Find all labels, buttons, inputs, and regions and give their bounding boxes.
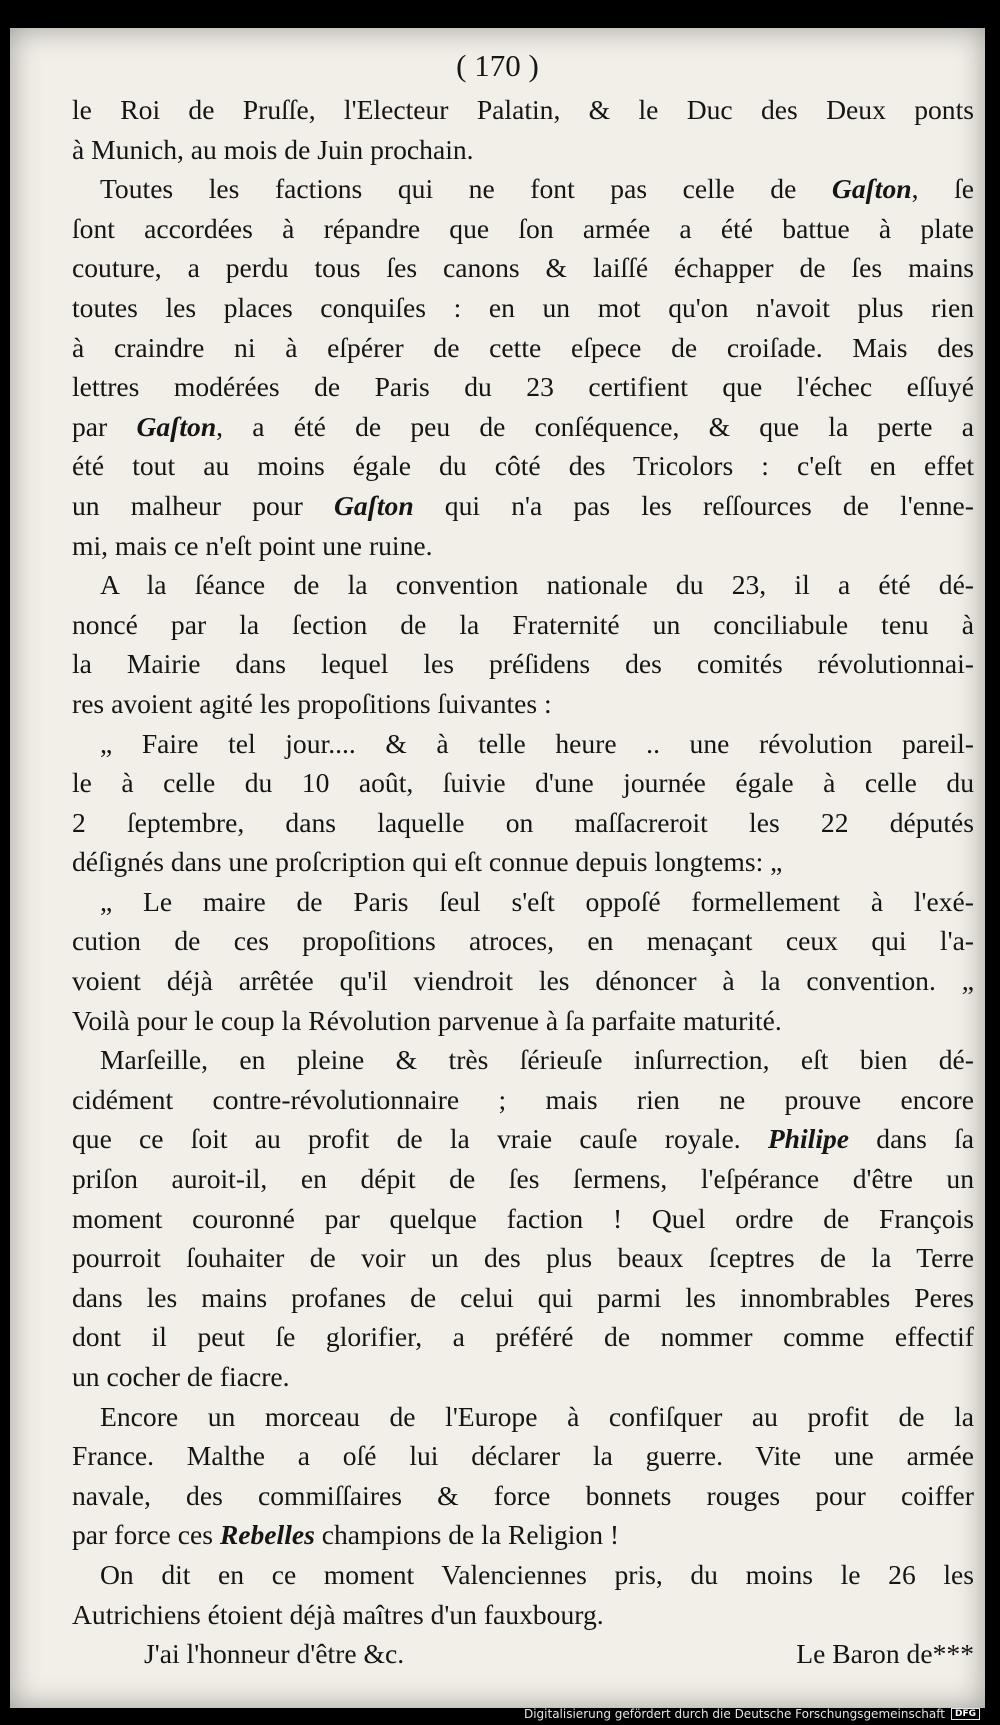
dfg-logo: DFG [951,1708,980,1720]
text-line: moment couronné par quelque faction ! Quel ordre de François [72,1202,974,1234]
text-line: cution de ces propoſitions atroces, en menaçant ceux qui l'a- [72,925,974,957]
page-number: ( 170 ) [456,48,539,83]
text-line: Encore un morceau de l'Europe à confiſquer au profit de la [100,1400,974,1432]
paragraph [72,90,974,169]
text-line: que ce ſoit au profit de la vraie cauſe royale. Philipe dans ſa [72,1123,974,1155]
text-line: dans les mains profanes de celui qui parmi les innombrables Peres [72,1281,974,1313]
text-line: voient déjà arrêtée qu'il viendroit les dénoncer à la convention. „ [72,965,974,997]
text-line: la Mairie dans lequel les préſidens des comités révolutionnai- [72,648,974,680]
text-line: Autrichiens étoient déjà maîtres d'un fauxbourg. [72,1598,604,1630]
text-line: couture, a perdu tous ſes canons & laiſſé échapper de ſes mains [72,252,974,284]
text-line: A la ſéance de la convention nationale du 23, il a été dé- [100,569,974,601]
paragraph [72,882,974,1040]
text-line: dont il peut ſe glorifier, a préféré de nommer comme effectif [72,1321,974,1353]
text-line: noncé par la ſection de la Fraternité un conciliabule tenu à [72,608,974,640]
text-line: par force ces Rebelles champions de la Religion ! [72,1519,620,1551]
text-line: par Gaſton, a été de peu de conſéquence, & que la perte a [72,410,974,442]
text-line: On dit en ce moment Valenciennes pris, du moins le 26 les [100,1558,974,1590]
text-line: déſignés dans une proſcription qui eſt connue depuis longtems: „ [72,846,783,878]
text-line: res avoient agité les propoſitions ſuivantes : [72,687,552,719]
credit-text: Digitalisierung gefördert durch die Deutsche Forschungsgemeinschaft [523,1707,945,1721]
paper-sheet [10,28,985,1708]
text-line: Voilà pour le coup la Révolution parvenue à ſa parfaite maturité. [72,1004,782,1036]
text-line: 2 ſeptembre, dans laquelle on maſſacreroit les 22 députés [72,806,974,838]
paragraph [72,565,974,723]
text-line: à craindre ni à eſpérer de cette eſpece de croiſade. Mais des [72,331,974,363]
text-line: navale, des commiſſaires & force bonnets rouges pour coiffer [72,1479,974,1511]
text-line: été tout au moins égale du côté des Tricolors : c'eſt en effet [72,450,974,482]
text-line: Marſeille, en pleine & très ſérieuſe inſurrection, eſt bien dé- [100,1044,974,1076]
signatory-name: Le Baron de*** [796,1638,974,1670]
text-line: le à celle du 10 août, ſuivie d'une journée égale à celle du [72,767,974,799]
text-line: à Munich, au mois de Juin prochain. [72,133,474,165]
paragraph [72,1397,974,1555]
text-line: mi, mais ce n'eſt point une ruine. [72,529,433,561]
signature-line [72,1634,974,1674]
text-line: toutes les places conquiſes : en un mot qu'on n'avoit plus rien [72,291,974,323]
paragraph [72,1555,974,1634]
closing-formula: J'ai l'honneur d'être &c. [144,1638,405,1670]
text-line: pourroit ſouhaiter de voir un des plus beaux ſceptres de la Terre [72,1242,974,1274]
text-line: Toutes les factions qui ne font pas celle de Gaſton, ſe [100,173,974,205]
body-text [72,90,974,1674]
text-line: ſont accordées à répandre que ſon armée a été battue à plate [72,212,974,244]
text-line: le Roi de Pruſſe, l'Electeur Palatin, & le Duc des Deux ponts [72,94,974,125]
digitization-credit [524,1707,980,1721]
text-line: „ Faire tel jour.... & à telle heure .. une révolution pareil- [100,727,974,759]
paragraph [72,724,974,882]
text-line: un cocher de fiacre. [72,1361,290,1392]
text-line: un malheur pour Gaſton qui n'a pas les reſſources de l'enne- [72,489,974,521]
text-line: „ Le maire de Paris ſeul s'eſt oppoſé formellement à l'exé- [100,885,974,917]
paragraph [72,169,974,565]
paragraph [72,1040,974,1396]
text-line: priſon auroit-il, en dépit de ſes ſermens, l'eſpérance d'être un [72,1163,974,1195]
text-line: lettres modérées de Paris du 23 certifient que l'échec eſſuyé [72,371,974,403]
text-line: France. Malthe a oſé lui déclarer la guerre. Vite une armée [72,1440,974,1472]
text-line: cidément contre-révolutionnaire ; mais rien ne prouve encore [72,1083,974,1115]
